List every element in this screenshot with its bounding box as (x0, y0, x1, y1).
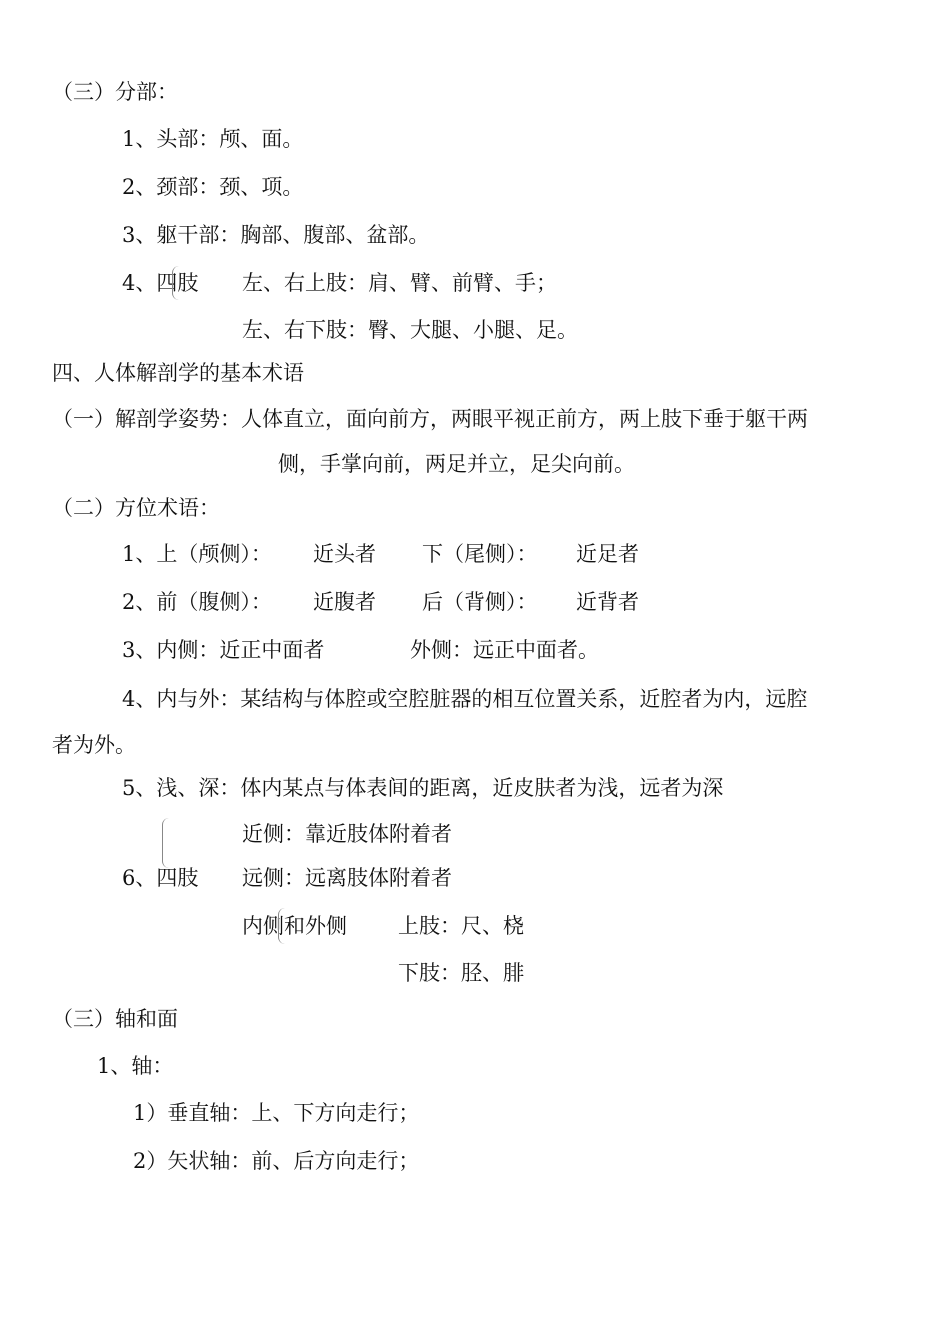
brace-limbs (172, 266, 179, 300)
term-internal-external-line-1: 4、内与外：某结构与体腔或空腔脏器的相互位置关系，近腔者为内，远腔 (122, 687, 808, 711)
term-limbs-label: 6、四肢 (122, 866, 199, 890)
term-distal: 远侧：远离肢体附着者 (242, 866, 452, 890)
term-upper-limb-bones: 上肢：尺、桡 (398, 914, 524, 938)
posture-line-1: （一）解剖学姿势：人体直立，面向前方，两眼平视正前方，两上肢下垂于躯干两 (52, 407, 808, 431)
term-medial: 3、内侧：近正中面者 (122, 638, 325, 662)
term-superficial-deep: 5、浅、深：体内某点与体表间的距离，近皮肤者为浅，远者为深 (122, 776, 724, 800)
term-superior-def: 近头者 (313, 542, 376, 566)
brace-limb-terms (162, 818, 169, 868)
term-anterior: 2、前（腹侧）： (122, 590, 272, 614)
axis-label: 1、轴： (97, 1054, 174, 1078)
term-lateral: 外侧：远正中面者。 (410, 638, 599, 662)
term-superior: 1、上（颅侧）： (122, 542, 272, 566)
term-posterior-def: 近背者 (576, 590, 639, 614)
term-anterior-def: 近腹者 (313, 590, 376, 614)
item-neck: 2、颈部：颈、项。 (122, 175, 304, 199)
item-upper-limbs: 左、右上肢：肩、臂、前臂、手； (242, 271, 557, 295)
term-internal-external-line-2: 者为外。 (52, 733, 136, 757)
term-lower-limb-bones: 下肢：胫、腓 (398, 961, 524, 985)
section-heading-axes-planes: （三）轴和面 (52, 1007, 178, 1031)
chapter-heading-terms: 四、人体解剖学的基本术语 (52, 361, 304, 385)
term-inferior-def: 近足者 (576, 542, 639, 566)
section-heading-orientation: （二）方位术语： (52, 496, 220, 520)
term-inferior: 下（尾侧）： (422, 542, 538, 566)
brace-medial-lateral (278, 908, 285, 944)
axis-sagittal: 2）矢状轴：前、后方向走行； (133, 1149, 420, 1173)
posture-line-2: 侧，手掌向前，两足并立，足尖向前。 (278, 452, 635, 476)
axis-vertical: 1）垂直轴：上、下方向走行； (133, 1101, 420, 1125)
item-trunk: 3、躯干部：胸部、腹部、盆部。 (122, 223, 430, 247)
item-limbs-label: 4、四肢 (122, 271, 199, 295)
section-heading-divisions: （三）分部： (52, 80, 178, 104)
item-head: 1、头部：颅、面。 (122, 127, 304, 151)
term-medial-lateral-label: 内侧和外侧 (242, 914, 347, 938)
item-lower-limbs: 左、右下肢：臀、大腿、小腿、足。 (242, 318, 578, 342)
term-posterior: 后（背侧）： (422, 590, 538, 614)
term-proximal: 近侧：靠近肢体附着者 (242, 822, 452, 846)
